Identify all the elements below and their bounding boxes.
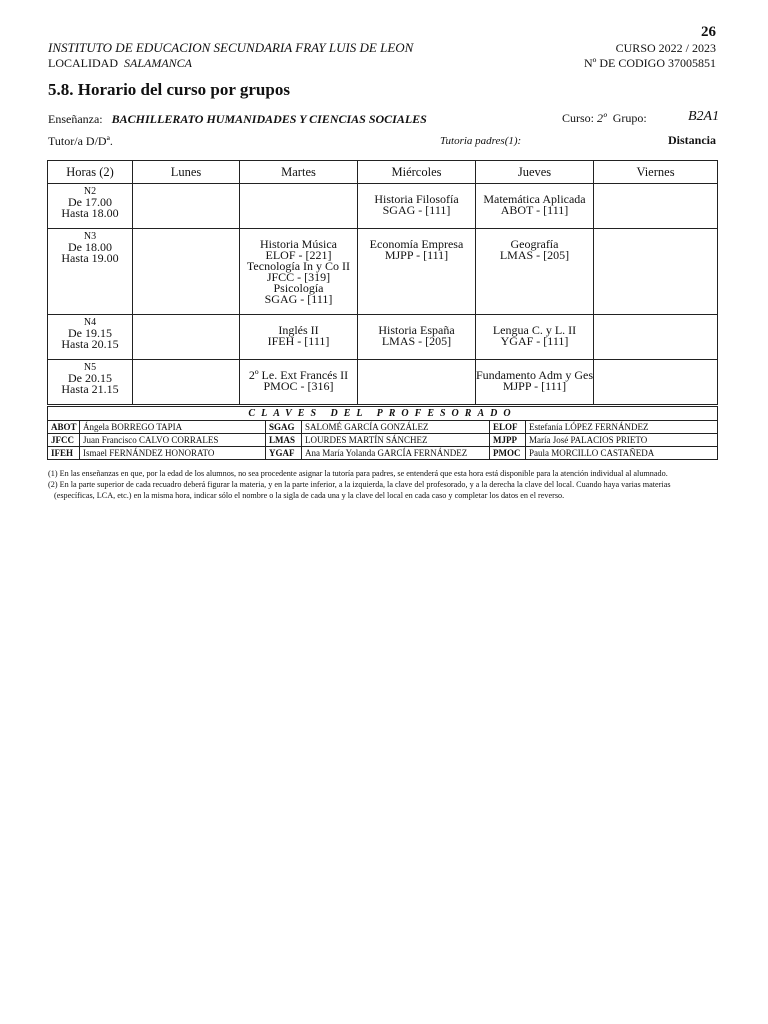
teacher-room: SGAG - [111]	[382, 203, 451, 217]
hour-cell	[48, 184, 133, 229]
col-header-horas: Horas (2)	[48, 161, 133, 184]
page-title: 5.8. Horario del curso por grupos	[48, 80, 290, 99]
teacher-room: MJPP - [111]	[384, 248, 449, 262]
cell-content	[358, 229, 475, 261]
page-number: 26	[701, 24, 716, 40]
cell-content	[358, 360, 475, 370]
grupo-value: B2A1	[688, 109, 720, 124]
teacher-name: Estefanía LÓPEZ FERNÁNDEZ	[526, 421, 718, 434]
hour-cell	[48, 229, 133, 315]
cell-content	[133, 184, 239, 194]
hour-to: Hasta 18.00	[61, 206, 119, 220]
schedule-cell	[358, 184, 476, 229]
hour-from: De 19.15	[68, 326, 112, 340]
cell-content	[240, 360, 357, 392]
claves-row	[48, 447, 718, 460]
teacher-room: LMAS - [205]	[499, 248, 570, 262]
teacher-name: Paula MORCILLO CASTAÑEDA	[526, 447, 718, 460]
ensenanza-value: BACHILLERATO HUMANIDADES Y CIENCIAS SOCIALES	[111, 112, 427, 126]
teacher-name: LOURDES MARTÍN SÁNCHEZ	[302, 434, 490, 447]
school-year: CURSO 2022 / 2023	[615, 41, 716, 55]
teacher-name: Ángela BORREGO TAPIA	[80, 421, 266, 434]
schedule-cell	[594, 315, 718, 360]
hour-slot: N5	[83, 362, 97, 373]
cell-content	[240, 229, 357, 305]
teacher-room: ABOT - [111]	[500, 203, 569, 217]
schedule-cell	[594, 360, 718, 405]
teacher-code: MJPP	[490, 434, 526, 447]
tutoria-padres-label: Tutoria padres(1):	[440, 135, 522, 147]
schedule-cell	[476, 229, 594, 315]
teacher-room: MJPP - [111]	[502, 379, 567, 393]
footnote-2: (2) En la parte superior de cada recuadro deberá figurar la materia, y en la parte inferior, a la izquierda, la clave del profesorado, y a la derecha la clave del local. Cuando haya varias materias	[48, 480, 671, 489]
curso-value: 2º	[597, 111, 607, 125]
subject-name: Psicología	[273, 281, 324, 295]
claves-table	[47, 406, 718, 460]
hour-from: De 18.00	[68, 240, 112, 254]
schedule-row	[48, 315, 718, 360]
locality	[48, 56, 192, 71]
teacher-room: PMOC - [316]	[263, 379, 334, 393]
teacher-code: ELOF	[490, 421, 526, 434]
cell-content	[594, 315, 717, 325]
locality-label: LOCALIDAD	[48, 56, 118, 70]
hour-slot: N4	[83, 317, 97, 328]
footnote-2-cont: (específicas, LCA, etc.) en la misma hora, indicar sólo el nombre o la sigla de cada una y la clave del local en cada caso y completar los datos en el reverso.	[54, 491, 565, 500]
schedule-row	[48, 184, 718, 229]
schedule-cell	[358, 315, 476, 360]
col-header-viernes: Viernes	[594, 161, 718, 184]
teacher-code: LMAS	[266, 434, 302, 447]
teacher-code: IFEH	[48, 447, 80, 460]
col-header-miercoles: Miércoles	[358, 161, 476, 184]
schedule-row	[48, 360, 718, 405]
schedule-cell	[133, 229, 240, 315]
modalidad: Distancia	[668, 133, 716, 147]
schedule-cell	[240, 315, 358, 360]
col-header-martes: Martes	[240, 161, 358, 184]
schedule-cell	[358, 360, 476, 405]
cell-content	[133, 360, 239, 370]
teacher-name: Ana María Yolanda GARCÍA FERNÁNDEZ	[302, 447, 490, 460]
teacher-room: ELOF - [221]	[265, 248, 332, 262]
teacher-room: LMAS - [205]	[381, 334, 452, 348]
cell-content	[476, 360, 593, 392]
ensenanza-label: Enseñanza:	[48, 112, 103, 126]
claves-title: CLAVES DEL PROFESORADO	[48, 407, 718, 421]
subject-name: Geografía	[510, 237, 559, 251]
schedule-cell	[358, 229, 476, 315]
schedule-cell	[476, 315, 594, 360]
subject-name: Fundamento Adm y Ges	[476, 368, 593, 382]
col-header-lunes: Lunes	[133, 161, 240, 184]
teacher-code: JFCC	[48, 434, 80, 447]
schedule-header-row	[48, 161, 718, 184]
subject-name: Tecnología In y Co II	[246, 259, 351, 273]
subject-name: Matemática Aplicada	[483, 192, 586, 206]
cell-content	[594, 229, 717, 239]
cell-content	[240, 184, 357, 194]
schedule-cell	[594, 229, 718, 315]
teacher-room: IFEH - [111]	[267, 334, 330, 348]
schedule-cell	[476, 360, 594, 405]
curso-grupo	[562, 111, 647, 126]
teacher-room: YGAF - [111]	[500, 334, 569, 348]
hour-cell	[48, 360, 133, 405]
subject-name: Historia Filosofía	[374, 192, 459, 206]
schedule-cell	[240, 360, 358, 405]
hour-slot: N2	[83, 186, 97, 197]
locality-value: SALAMANCA	[124, 56, 192, 70]
claves-row	[48, 434, 718, 447]
hour-cell	[48, 315, 133, 360]
schedule-table	[47, 160, 718, 405]
cell-content	[358, 184, 475, 216]
teacher-room: JFCC - [319]	[266, 270, 331, 284]
footnotes	[48, 468, 738, 501]
cell-content	[358, 315, 475, 347]
subject-name: Lengua C. y L. II	[492, 323, 577, 337]
teacher-name: SALOMÉ GARCÍA GONZÁLEZ	[302, 421, 490, 434]
teacher-code: PMOC	[490, 447, 526, 460]
hour-to: Hasta 21.15	[61, 382, 119, 396]
schedule-row	[48, 229, 718, 315]
grupo-label: Grupo:	[612, 111, 647, 125]
teacher-name: Juan Francisco CALVO CORRALES	[80, 434, 266, 447]
teacher-name: Ismael FERNÁNDEZ HONORATO	[80, 447, 266, 460]
center-code: Nº DE CODIGO 37005851	[583, 56, 716, 70]
hour-from: De 20.15	[68, 371, 112, 385]
institution-name: INSTITUTO DE EDUCACION SECUNDARIA FRAY LUIS DE LEON	[48, 40, 414, 55]
schedule-cell	[240, 229, 358, 315]
schedule-cell	[133, 360, 240, 405]
cell-content	[476, 315, 593, 347]
teacher-room: SGAG - [111]	[264, 292, 333, 306]
cell-content	[240, 315, 357, 347]
cell-content	[133, 315, 239, 325]
footnote-1: (1) En las enseñanzas en que, por la edad de los alumnos, no sea procedente asignar la tutoría para padres, se entenderá que esta hora está disponible para la atención individual al alumnado.	[48, 469, 668, 478]
hour-slot: N3	[83, 231, 97, 242]
cell-content	[133, 229, 239, 239]
curso-label: Curso:	[562, 111, 595, 125]
cell-content	[594, 184, 717, 194]
schedule-cell	[133, 184, 240, 229]
cell-content	[476, 184, 593, 216]
teacher-name: María José PALACIOS PRIETO	[526, 434, 718, 447]
subject-name: Historia España	[378, 323, 455, 337]
hour-from: De 17.00	[68, 195, 112, 209]
teacher-code: SGAG	[266, 421, 302, 434]
claves-row	[48, 421, 718, 434]
ensenanza	[48, 112, 427, 127]
schedule-cell	[594, 184, 718, 229]
hour-to: Hasta 20.15	[61, 337, 119, 351]
tutor-label: Tutor/a D/Dª.	[48, 134, 113, 148]
claves-title-row	[48, 407, 718, 421]
subject-name: Economía Empresa	[369, 237, 464, 251]
subject-name: Historia Música	[260, 237, 337, 251]
schedule-cell	[476, 184, 594, 229]
schedule-cell	[240, 184, 358, 229]
teacher-code: YGAF	[266, 447, 302, 460]
cell-content	[476, 229, 593, 261]
cell-content	[594, 360, 717, 370]
schedule-cell	[133, 315, 240, 360]
subject-name: Inglés II	[278, 323, 319, 337]
hour-to: Hasta 19.00	[61, 251, 119, 265]
subject-name: 2º Le. Ext Francés II	[248, 368, 349, 382]
teacher-code: ABOT	[48, 421, 80, 434]
col-header-jueves: Jueves	[476, 161, 594, 184]
